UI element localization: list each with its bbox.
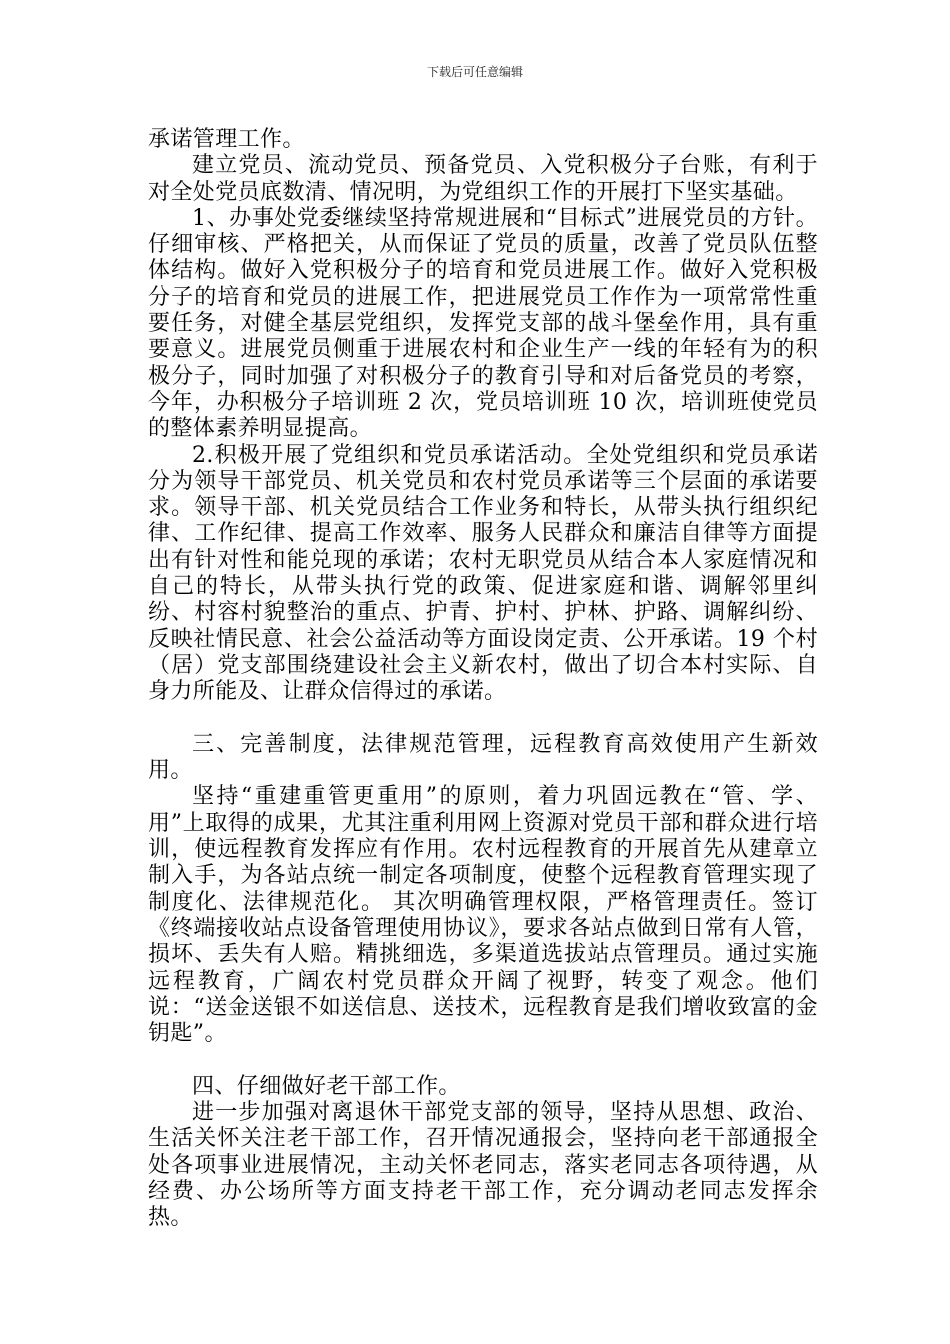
section-heading-remote-education: 三、完善制度，法律规范管理，远程教育高效使用产生新效用。	[148, 731, 818, 784]
section-heading-veteran-cadres: 四、仔细做好老干部工作。	[192, 1073, 461, 1099]
paragraph-commitment-activity: 2.积极开展了党组织和党员承诺活动。全处党组织和党员承诺分为领导干部党员、机关党员和农村党员承诺等三个层面的承诺要求。领导干部、机关党员结合工作业务和特长，从带头执行组织纪律、工作纪律、提高工作效率、服务人民群众和廉洁自律等方面提出有针对性和能兑现的承诺；农村无职党员从结合本人家庭情况和自己的特长，从带头执行党的政策、促进家庭和谐、调解邻里纠纷、村容村貌整治的重点、护青、护村、护林、护路、调解纠纷、反映社情民意、社会公益活动等方面设岗定责、公开承诺。19 个村（居）党支部围绕建设社会主义新农村，做出了切合本村实际、自身力所能及、让群众信得过的承诺。	[148, 442, 818, 705]
paragraph-veteran-cadres: 进一步加强对离退休干部党支部的领导，坚持从思想、政治、生活关怀关注老干部工作，召开情况通报会，坚持向老干部通报全处各项事业进展情况，主动关怀老同志，落实老同志各项待遇，从经费、办公场所等方面支持老干部工作，充分调动老同志发挥余热。	[148, 1099, 818, 1231]
paragraph-member-development: 1、办事处党委继续坚持常规进展和“目标式”进展党员的方针。仔细审核、严格把关，从而保证了党员的质量，改善了党员队伍整体结构。做好入党积极分子的培育和党员进展工作。做好入党积极分子的培育和党员的进展工作，把进展党员工作作为一项常常性重要任务，对健全基层党组织，发挥党支部的战斗堡垒作用，具有重要意义。进展党员侧重于进展农村和企业生产一线的年轻有为的积极分子，同时加强了对积极分子的教育引导和对后备党员的考察，今年，办积极分子培训班 2 次，党员培训班 10 次，培训班使党员的整体素养明显提高。	[148, 205, 818, 442]
paragraph-remote-education: 坚持“重建重管更重用”的原则，着力巩固远教在“管、学、用”上取得的成果，尤其注重利用网上资源对党员干部和群众进行培训，使远程教育发挥应有作用。农村远程教育的开展首先从建章立制入手，为各站点统一制定各项制度，使整个远程教育管理实现了制度化、法律规范化。 其次明确管理权限，严格管理责任。签订《终端接收站点设备管理使用协议》，要求各站点做到日常有人管，损坏、丢失有人赔。精挑细选，多渠道选拔站点管理员。通过实施远程教育，广阔农村党员群众开阔了视野，转变了观念。他们说：“送金送银不如送信息、送技术，远程教育是我们增收致富的金钥匙”。	[148, 784, 818, 1047]
paragraph-commitment-tail: 承诺管理工作。	[148, 127, 305, 152]
page-header: 下载后可任意编辑	[426, 65, 523, 79]
paragraph-member-ledger: 建立党员、流动党员、预备党员、入党积极分子台账，有利于对全处党员底数清、情况明，为党组织工作的开展打下坚实基础。	[148, 153, 818, 205]
document-body	[148, 127, 818, 1231]
